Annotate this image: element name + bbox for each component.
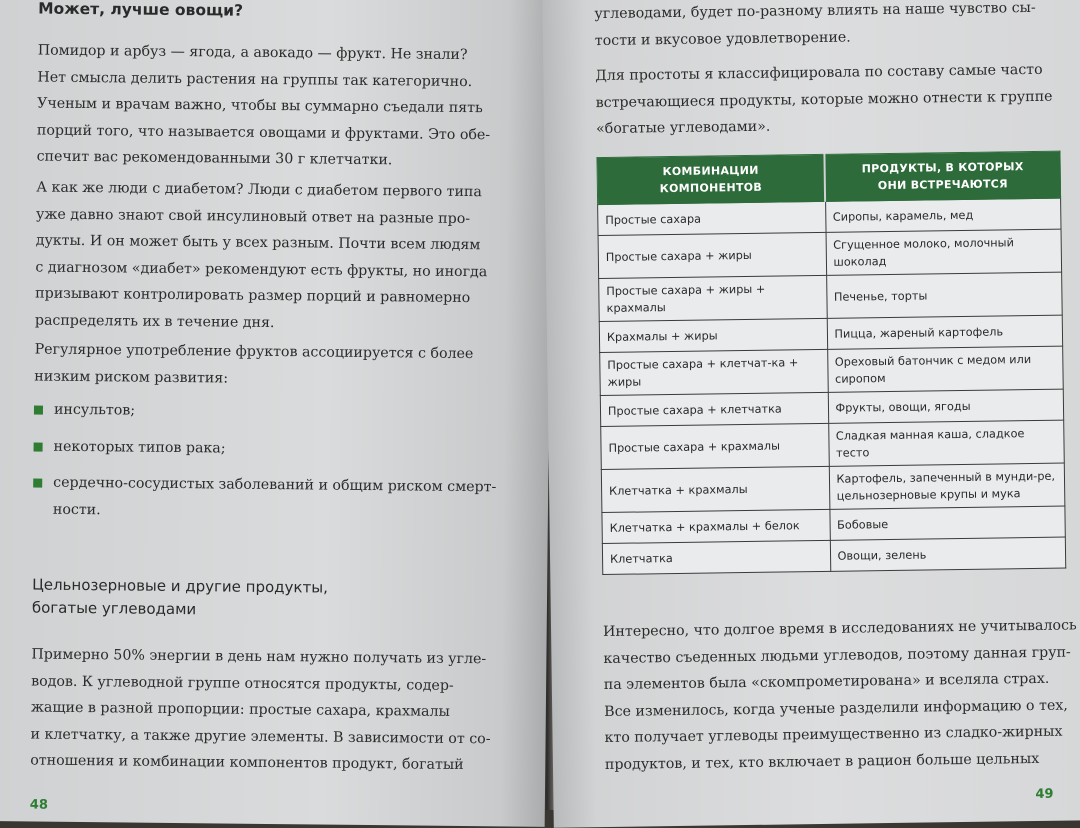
carbs-table [596,151,1066,575]
text-line: Примерно 50% энергии в день нам нужно получать из угле- [31,646,487,668]
column-header: ПРОДУКТЫ, В КОТОРЫХ ОНИ ВСТРЕЧАЮТСЯ [824,151,1060,201]
combination-cell: Крахмалы + жиры [599,318,827,352]
combination-cell: Простые сахара + жиры + крахмалы [599,275,827,321]
paragraph-2 [35,175,505,339]
subheading: Цельнозерновые и другие продукты, богатые углеводами [31,575,328,619]
text-line: низким риском развития: [34,368,229,387]
products-cell: Бобовые [829,506,1065,540]
text-line: с диагнозом «диабет» рекомендуют есть фрукты, но иногда [35,259,488,280]
paragraph-4 [30,642,499,779]
products-cell: Фрукты, овощи, ягоды [828,389,1064,423]
paragraph-after-table [603,612,1075,778]
combination-cell: Простые сахара + клетчатка [600,392,828,426]
combination-cell: Клетчатка + крахмалы + белок [602,509,830,543]
text-line: порций того, что называется овощами и фруктами. Это обе- [36,122,491,143]
table-row [599,272,1063,321]
table-row [601,463,1065,512]
text-line: дукты. И он может быть у всех разным. Почти всем людям [35,232,481,254]
list-item: инсультов; [34,397,504,428]
combination-cell: Клетчатка + крахмалы [601,466,829,512]
products-cell: Овощи, зелень [830,537,1066,571]
combination-cell: Простые сахара + клетчат-ка + жиры [600,349,828,395]
text-line: спечит вас рекомендованными 30 г клетчатки. [36,148,393,169]
combination-cell: Клетчатка [602,540,830,574]
text-line: Интересно, что долгое время в исследованиях не учитывалось [602,617,1077,641]
page-number: 48 [29,797,49,813]
text-line: отношения и комбинации компонентов продукт, богатый [30,752,464,774]
paragraph-3 [34,337,503,395]
table-row [601,420,1065,469]
products-cell: Печенье, торты [826,272,1062,318]
text-line: встречающиеся продукты, которые можно отнести к группе [595,88,1053,111]
combination-cell: Простые сахара + жиры [598,232,826,278]
text-line: водов. К углеводной группе относятся продукты, содер- [31,672,454,694]
table-row [600,346,1064,395]
text-line: Помидор и арбуз — ягода, а авокадо — фрукт. Не знали? [37,42,468,64]
text-line: Для простоты я классифицировала по составу самые часто [595,61,1043,85]
table-row [598,229,1062,278]
products-cell: Пицца, жареный картофель [827,315,1063,349]
text-line: Ученым и врачам важно, чтобы вы суммарно съедали пять [37,95,483,117]
text-line: распределять их в течение дня. [34,312,275,331]
list-item: некоторых типов рака; [33,433,503,464]
text-line: А как же люди с диабетом? Люди с диабетом первого типа [36,179,482,201]
carbs-table-wrapper [596,151,1066,575]
text-line: кто получает углеводы преимущественно из сладко-жирных [604,723,1063,747]
text-line: углеводами, будет по-разному влиять на наше чувство сы- [594,0,1036,23]
text-line: призывают контролировать размер порций и равномерно [35,285,471,307]
text-line: жащие в разной пропорции: простые сахара, крахмалы [30,699,450,720]
text-line: Регулярное употребление фруктов ассоциируется с более [34,341,474,363]
text-line: «богатые углеводами». [595,118,771,138]
products-cell: Сладкая манная каша, сладкое тесто [828,420,1064,466]
combination-cell: Простые сахара [598,201,826,235]
text-line: качество съеденных людьми углеводов, поэтому данная груп- [603,643,1071,667]
text-line: и клетчатку, а также другие элементы. В зависимости от со- [30,725,491,747]
continued-text [594,0,1065,54]
table-header-row [597,151,1061,204]
table-intro [595,57,1066,143]
text-line: Все изменилось, когда ученые разделили информацию о тех, [604,697,1068,720]
table-row [602,537,1065,574]
text-line: уже давно знают свой инсулиновый ответ на разные про- [35,206,471,227]
text-line: Нет смысла делить растения на группы так категорично. [37,69,473,90]
list-item: сердечно-сосудистых заболеваний и общим риском смерт- ности. [33,470,504,528]
page-number: 49 [1035,786,1054,803]
text-line: продуктов, и тех, кто включает в рацион больше цельных [604,750,1040,773]
paragraph-1 [36,38,505,175]
right-page [542,0,1080,828]
text-line: па элементов была «скомпрометирована» и вселяла страх. [603,670,1050,694]
products-cell: Сгущенное молоко, молочный шоколад [826,229,1062,275]
products-cell: Картофель, запеченный в мунди-ре, цельнозерновые крупы и мука [829,463,1065,509]
products-cell: Ореховый батончик с медом или сиропом [827,346,1063,392]
combination-cell: Простые сахара + крахмалы [601,423,829,469]
products-cell: Сиропы, карамель, мед [825,198,1061,232]
risk-list [33,397,504,528]
section-heading: Может, лучше овощи? [38,0,244,20]
column-header: КОМБИНАЦИИ КОМПОНЕНТОВ [597,154,825,204]
text-line: тости и вкусовое удовлетворение. [594,29,851,49]
